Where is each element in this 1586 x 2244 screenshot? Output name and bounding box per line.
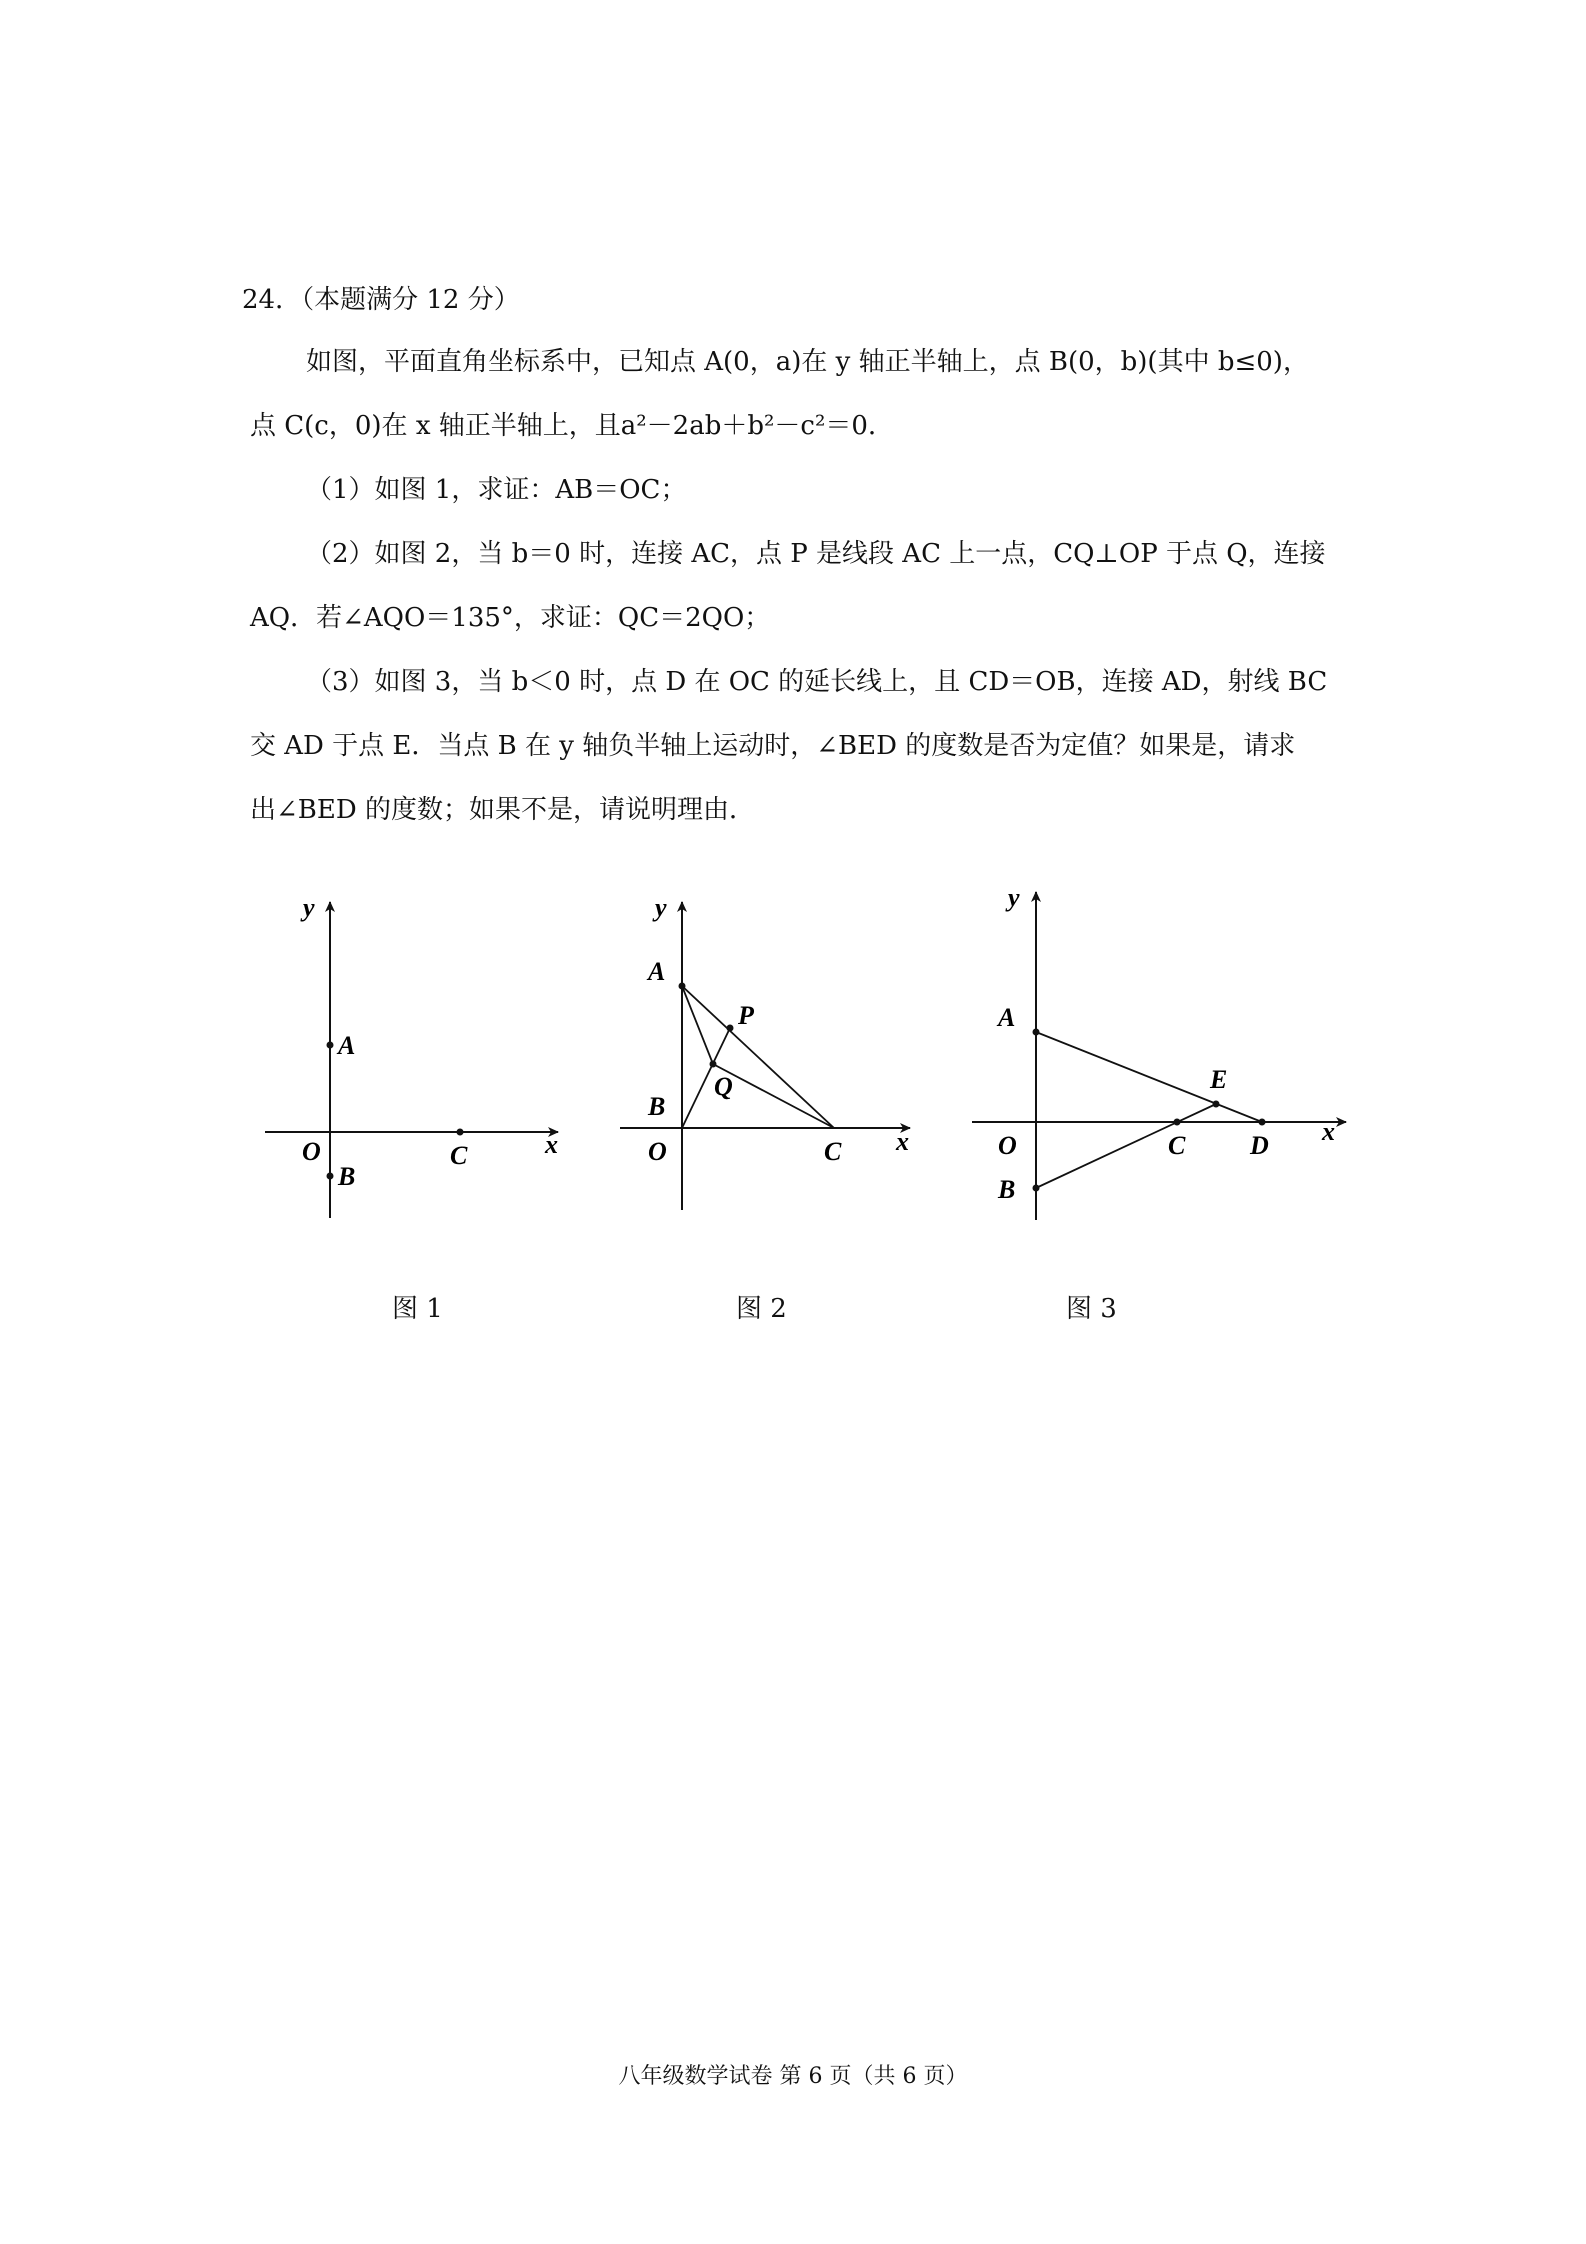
part-2-line-2: AQ．若∠AQO＝135°，求证：QC＝2QO； [250, 603, 771, 633]
figure-3 [972, 883, 1346, 1220]
fig1-label-B: B [338, 1162, 356, 1191]
fig2-segment-AC [682, 986, 834, 1128]
fig3-label-A: A [998, 1003, 1016, 1032]
fig3-label-y: y [1008, 883, 1020, 912]
figure-1-caption: 图 1 [392, 1294, 443, 1324]
part-1: （1）如图 1，求证：AB＝OC； [306, 475, 687, 505]
fig1-point-A [327, 1042, 334, 1049]
figure-2-caption: 图 2 [736, 1294, 787, 1324]
figure-3-caption: 图 3 [1066, 1294, 1117, 1324]
fig3-ray-BC [1036, 1104, 1216, 1188]
question-number: 24． [242, 285, 302, 315]
page-footer: 八年级数学试卷 第 6 页（共 6 页） [618, 2064, 968, 2089]
fig1-label-x: x [545, 1130, 558, 1159]
fig1-point-B [327, 1173, 334, 1180]
fig1-label-O: O [302, 1137, 321, 1166]
fig3-point-D [1259, 1119, 1266, 1126]
fig3-label-D: D [1250, 1131, 1269, 1160]
fig1-label-C: C [450, 1141, 468, 1170]
fig3-point-B [1033, 1185, 1040, 1192]
fig3-point-A [1033, 1029, 1040, 1036]
fig1-label-A: A [338, 1031, 356, 1060]
intro-line-1: 如图，平面直角坐标系中，已知点 A(0，a)在 y 轴正半轴上，点 B(0，b)(其中 b≤0)， [306, 347, 1309, 377]
fig3-point-C [1174, 1119, 1181, 1126]
figures-row [0, 870, 1586, 1350]
fig1-point-C [457, 1129, 464, 1136]
intro-line-2: 点 C(c，0)在 x 轴正半轴上，且a²－2ab＋b²－c²＝0． [250, 411, 894, 441]
part-3-line-3: 出∠BED 的度数；如果不是，请说明理由． [250, 795, 755, 825]
fig1-label-y: y [303, 893, 315, 922]
fig3-label-O: O [998, 1131, 1017, 1160]
question-header [242, 282, 520, 318]
part-3-line-1: （3）如图 3，当 b＜0 时，点 D 在 OC 的延长线上，且 CD＝OB，连接 AD，射线 BC [306, 667, 1328, 697]
fig2-point-Q [710, 1061, 717, 1068]
question-score: （本题满分 12 分） [301, 285, 520, 315]
fig2-label-y: y [655, 893, 667, 922]
fig2-label-A: A [648, 957, 666, 986]
fig2-label-Q: Q [714, 1072, 733, 1101]
part-2-line-1: （2）如图 2，当 b＝0 时，连接 AC，点 P 是线段 AC 上一点，CQ⊥OP 于点 Q，连接 [306, 539, 1326, 569]
figure-1 [265, 893, 558, 1218]
fig2-label-x: x [896, 1127, 909, 1156]
fig3-label-B: B [998, 1175, 1016, 1204]
fig2-label-C: C [824, 1137, 842, 1166]
fig2-point-P [727, 1025, 734, 1032]
part-3-line-2: 交 AD 于点 E．当点 B 在 y 轴负半轴上运动时，∠BED 的度数是否为定值？如果是，请求 [250, 731, 1296, 761]
fig3-segment-AD [1036, 1032, 1262, 1122]
figure-2 [620, 893, 910, 1210]
fig3-label-E: E [1210, 1065, 1228, 1094]
fig2-point-A [679, 983, 686, 990]
fig2-label-B: B [648, 1092, 666, 1121]
fig3-label-C: C [1168, 1131, 1186, 1160]
fig2-label-O: O [648, 1137, 667, 1166]
fig2-label-P: P [738, 1001, 754, 1030]
fig3-label-x: x [1322, 1117, 1335, 1146]
fig2-segment-AQ [682, 986, 713, 1064]
fig3-point-E [1213, 1101, 1220, 1108]
